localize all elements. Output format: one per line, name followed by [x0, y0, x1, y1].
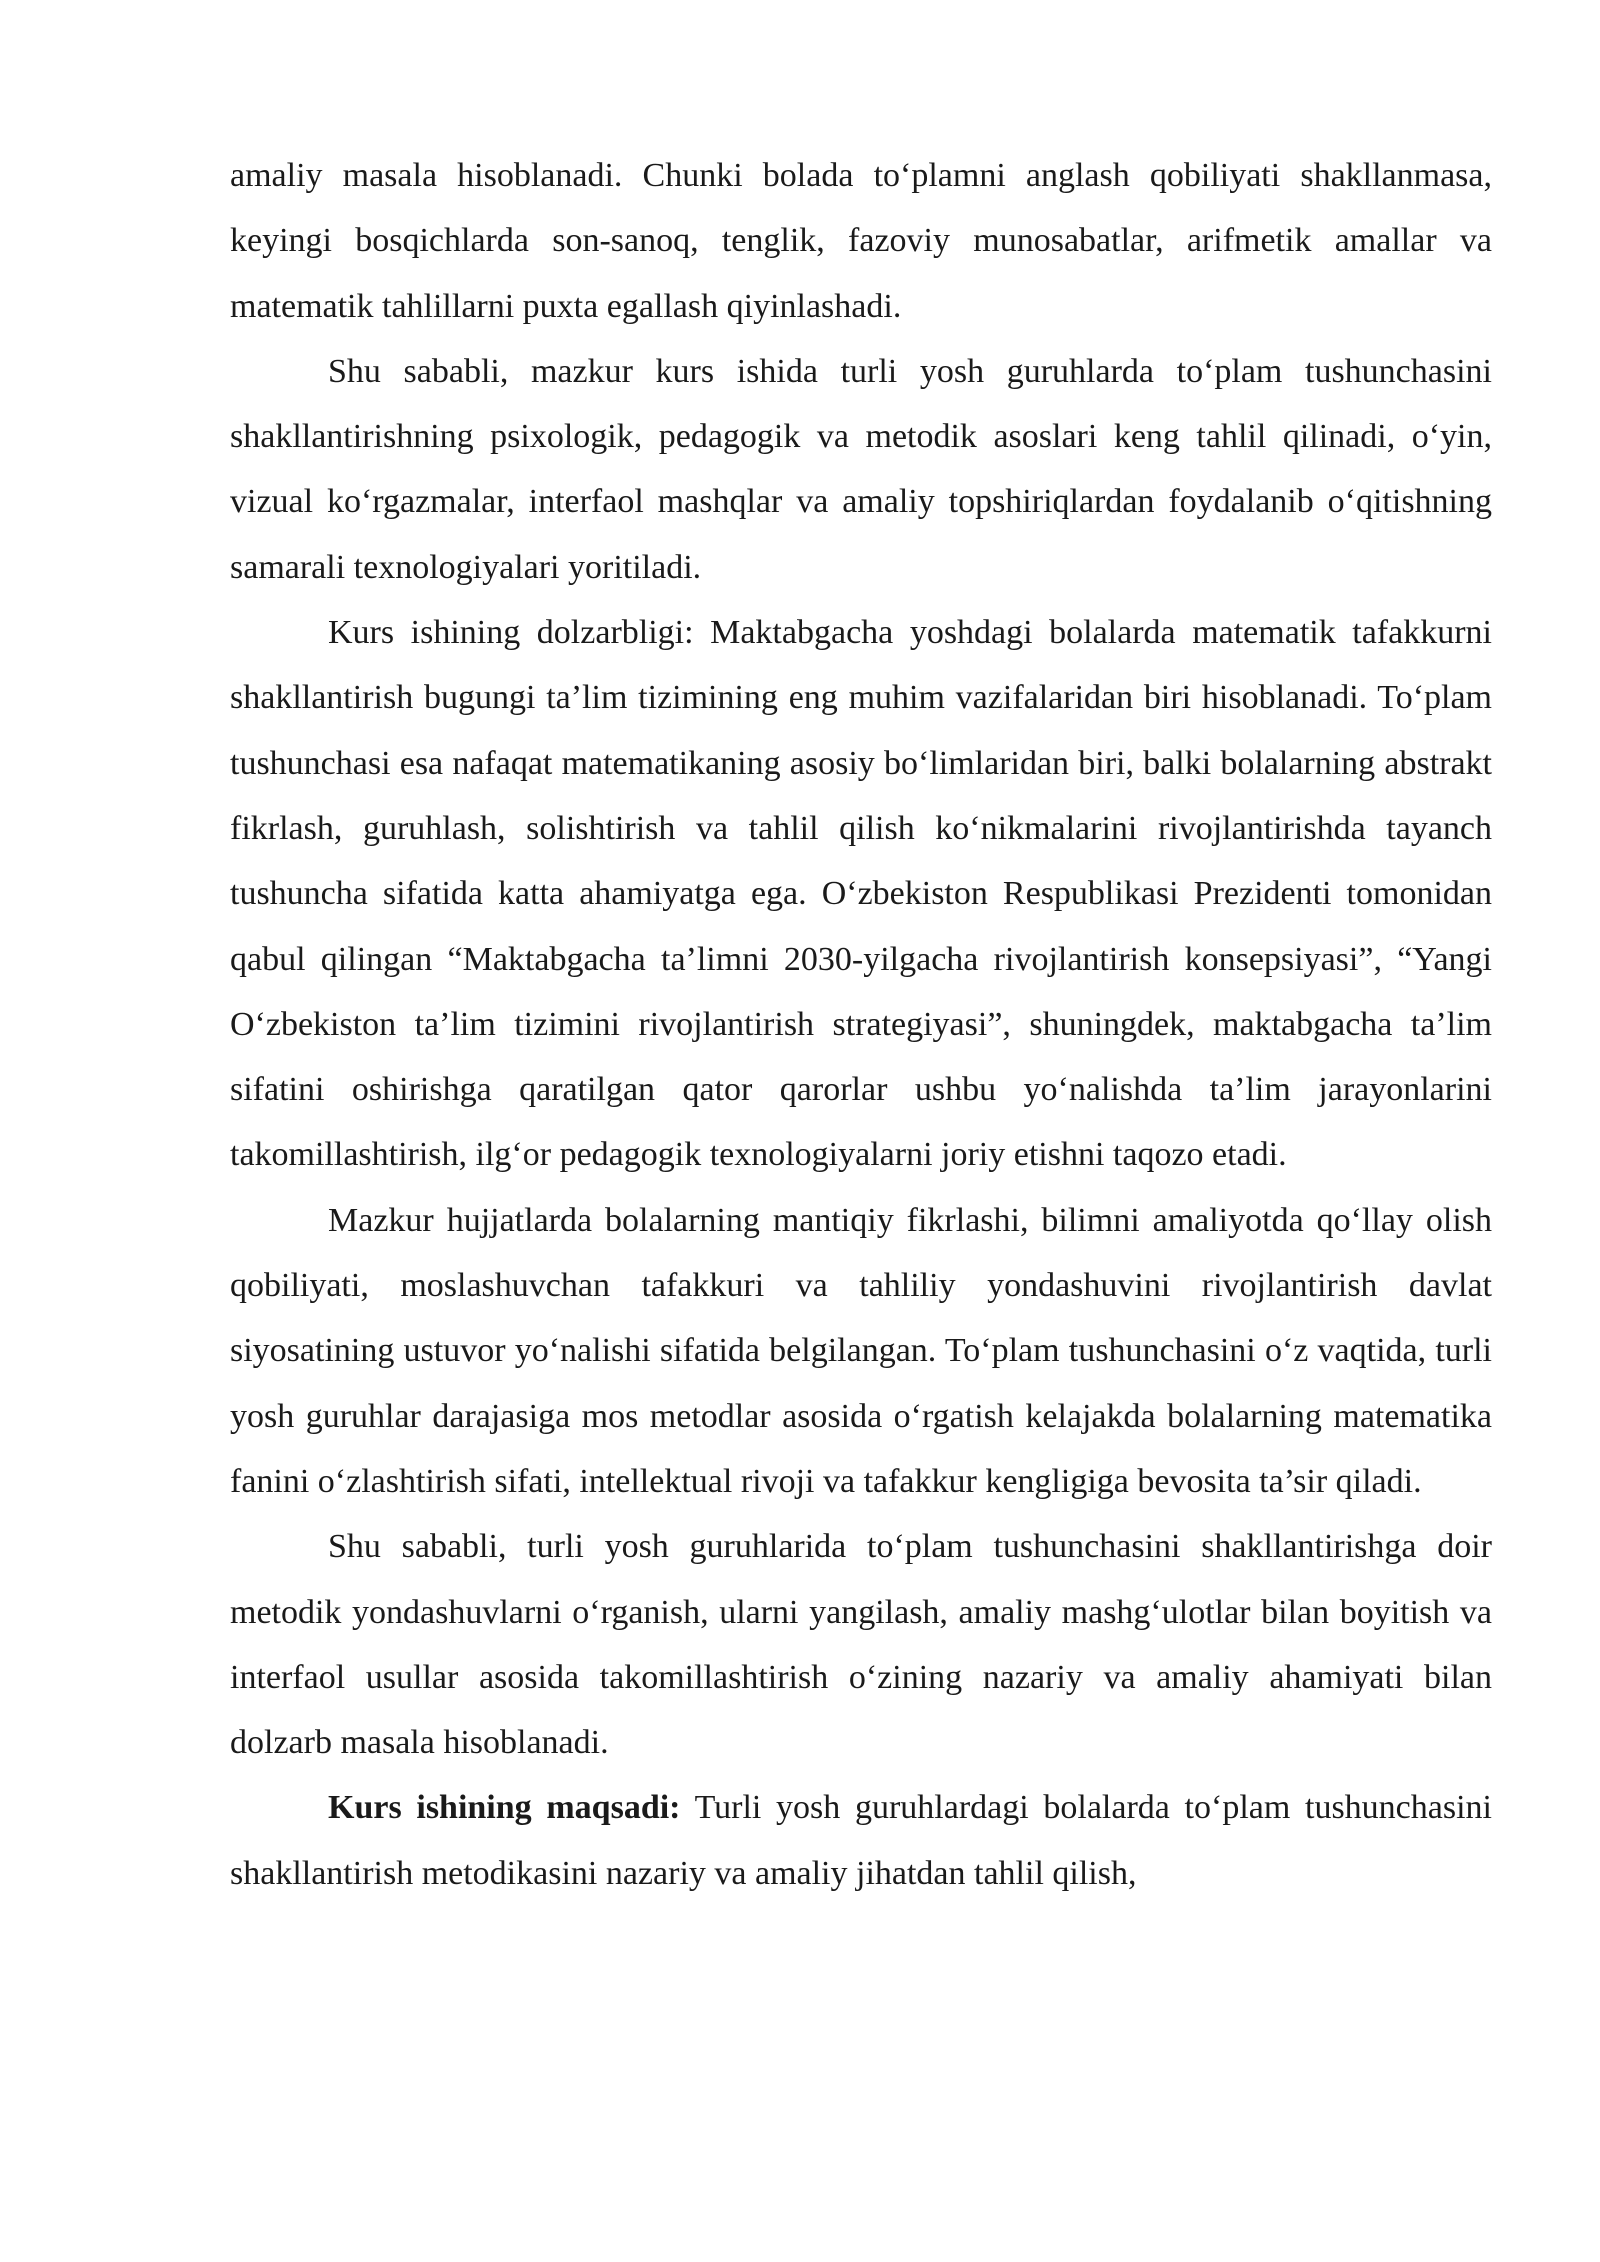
paragraph-text: amaliy masala hisoblanadi. Chunki bolada to‘plamni anglash qobiliyati shakllanmasa, keyingi bosqichlarda son-sanoq, tenglik, fazoviy munosabatlar, arifmetik amallar va matematik tahlillarni puxta egallash qiyinlashadi. [230, 157, 1492, 325]
paragraph-text: Turli yosh guruhlardagi bolalarda to‘plam tushunchasini shakllantirish metodikasini nazariy va amaliy jihatdan tahlil qilish, [230, 1789, 1492, 1892]
paragraph-text: Kurs ishining dolzarbligi: Maktabgacha yoshdagi bolalarda matematik tafakkurni shakllantirish bugungi ta’lim tizimining eng muhim vazifalaridan biri hisoblanadi. To‘plam tushunchasi esa nafaqat matematikaning asosiy bo‘limlaridan biri, balki bolalarning abstrakt fikrlash, guruhlash, solishtirish va tahlil qilish ko‘nikmalarini rivojlantirishda tayanch tushuncha sifatida katta ahamiyatga ega. O‘zbekiston Respublikasi Prezidenti tomonidan qabul qilingan “Maktabgacha ta’limni 2030-yilgacha rivojlantirish konsepsiyasi”, “Yangi O‘zbekiston ta’lim tizimini rivojlantirish strategiyasi”, shuningdek, maktabgacha ta’lim sifatini oshirishga qaratilgan qator qarorlar ushbu yo‘nalishda ta’lim jarayonlarini takomillashtirish, ilg‘or pedagogik texnologiyalarni joriy etishni taqozo etadi. [230, 614, 1492, 1174]
paragraph-continuation [230, 143, 1492, 339]
paragraph-text: Shu sababli, mazkur kurs ishida turli yosh guruhlarda to‘plam tushunchasini shakllantirishning psixologik, pedagogik va metodik asoslari keng tahlil qilinadi, o‘yin, vizual ko‘rgazmalar, interfaol mashqlar va amaliy topshiriqlardan foydalanib o‘qitishning samarali texnologiyalari yoritiladi. [230, 352, 1492, 586]
paragraph-text: Shu sababli, turli yosh guruhlarida to‘plam tushunchasini shakllantirishga doir metodik yondashuvlarni o‘rganish, ularni yangilash, amaliy mashg‘ulotlar bilan boyitish va interfaol usullar asosida takomillashtirish o‘zining nazariy va amaliy ahamiyati bilan dolzarb masala hisoblanadi. [230, 1528, 1492, 1762]
paragraph-text: Mazkur hujjatlarda bolalarning mantiqiy fikrlashi, bilimni amaliyotda qo‘llay olish qobiliyati, moslashuvchan tafakkuri va tahliliy yondashuvini rivojlantirish davlat siyosatining ustuvor yo‘nalishi sifatida belgilangan. To‘plam tushunchasini o‘z vaqtida, turli yosh guruhlar darajasiga mos metodlar asosida o‘rgatish kelajakda bolalarning matematika fanini o‘zlashtirish sifati, intellektual rivoji va tafakkur kengligiga bevosita ta’sir qiladi. [230, 1201, 1492, 1500]
paragraph-goal [230, 1775, 1492, 1906]
document-body [230, 143, 1492, 1906]
paragraph-conclusion [230, 1514, 1492, 1775]
paragraph-documents [230, 1188, 1492, 1514]
paragraph-methodology [230, 339, 1492, 600]
goal-label: Kurs ishining maqsadi: [328, 1789, 681, 1827]
paragraph-relevance [230, 600, 1492, 1188]
